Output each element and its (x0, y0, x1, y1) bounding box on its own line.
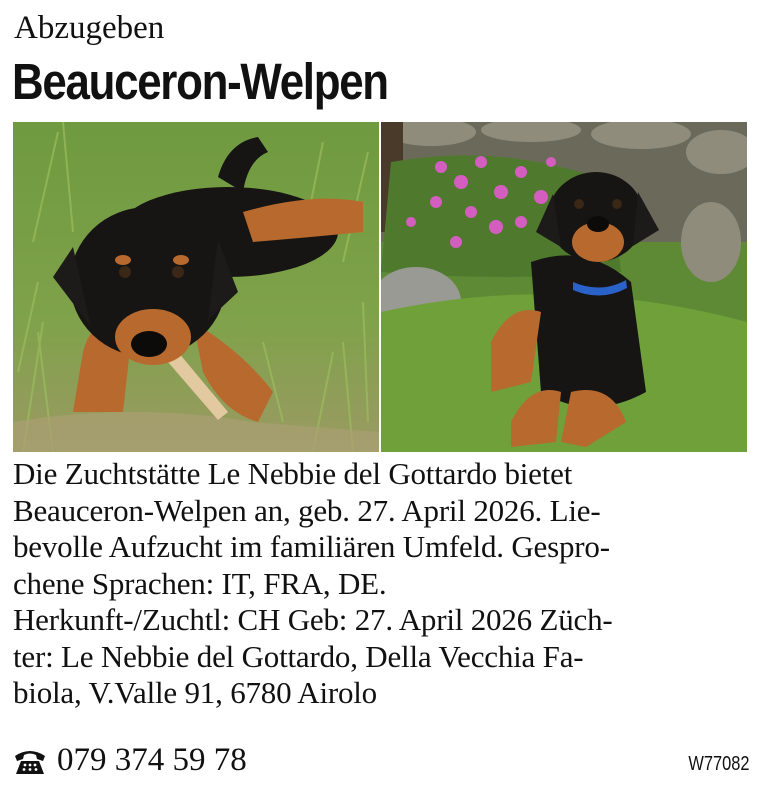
ad-description: Die Zuchtstätte Le Nebbie del Gottardo bietet Beauceron-Welpen an, geb. 27. April 2026. Lie- bevolle Aufzucht im familiären Umfeld. Gespro- chene Sprachen: IT, FRA, DE. Herkunft-/Zuchtl: CH Geb: 27. April 2026 Züch- ter: Le Nebbie del Gottardo, Della Vecchia Fa- biola, V.Valle 91, 6780 Airolo (13, 456, 613, 710)
ad-body-text (13, 456, 753, 712)
ad-code: W77082 (687, 753, 749, 775)
puppy-photo-sitting (381, 122, 747, 452)
ad-headline: Beauceron-Welpen (12, 53, 388, 110)
contact-line (13, 740, 247, 780)
ad-kicker: Abzugeben (14, 10, 165, 46)
puppy-photo-lying (13, 122, 379, 452)
telephone-icon (13, 746, 47, 774)
phone-number[interactable]: 079 374 59 78 (57, 742, 247, 778)
